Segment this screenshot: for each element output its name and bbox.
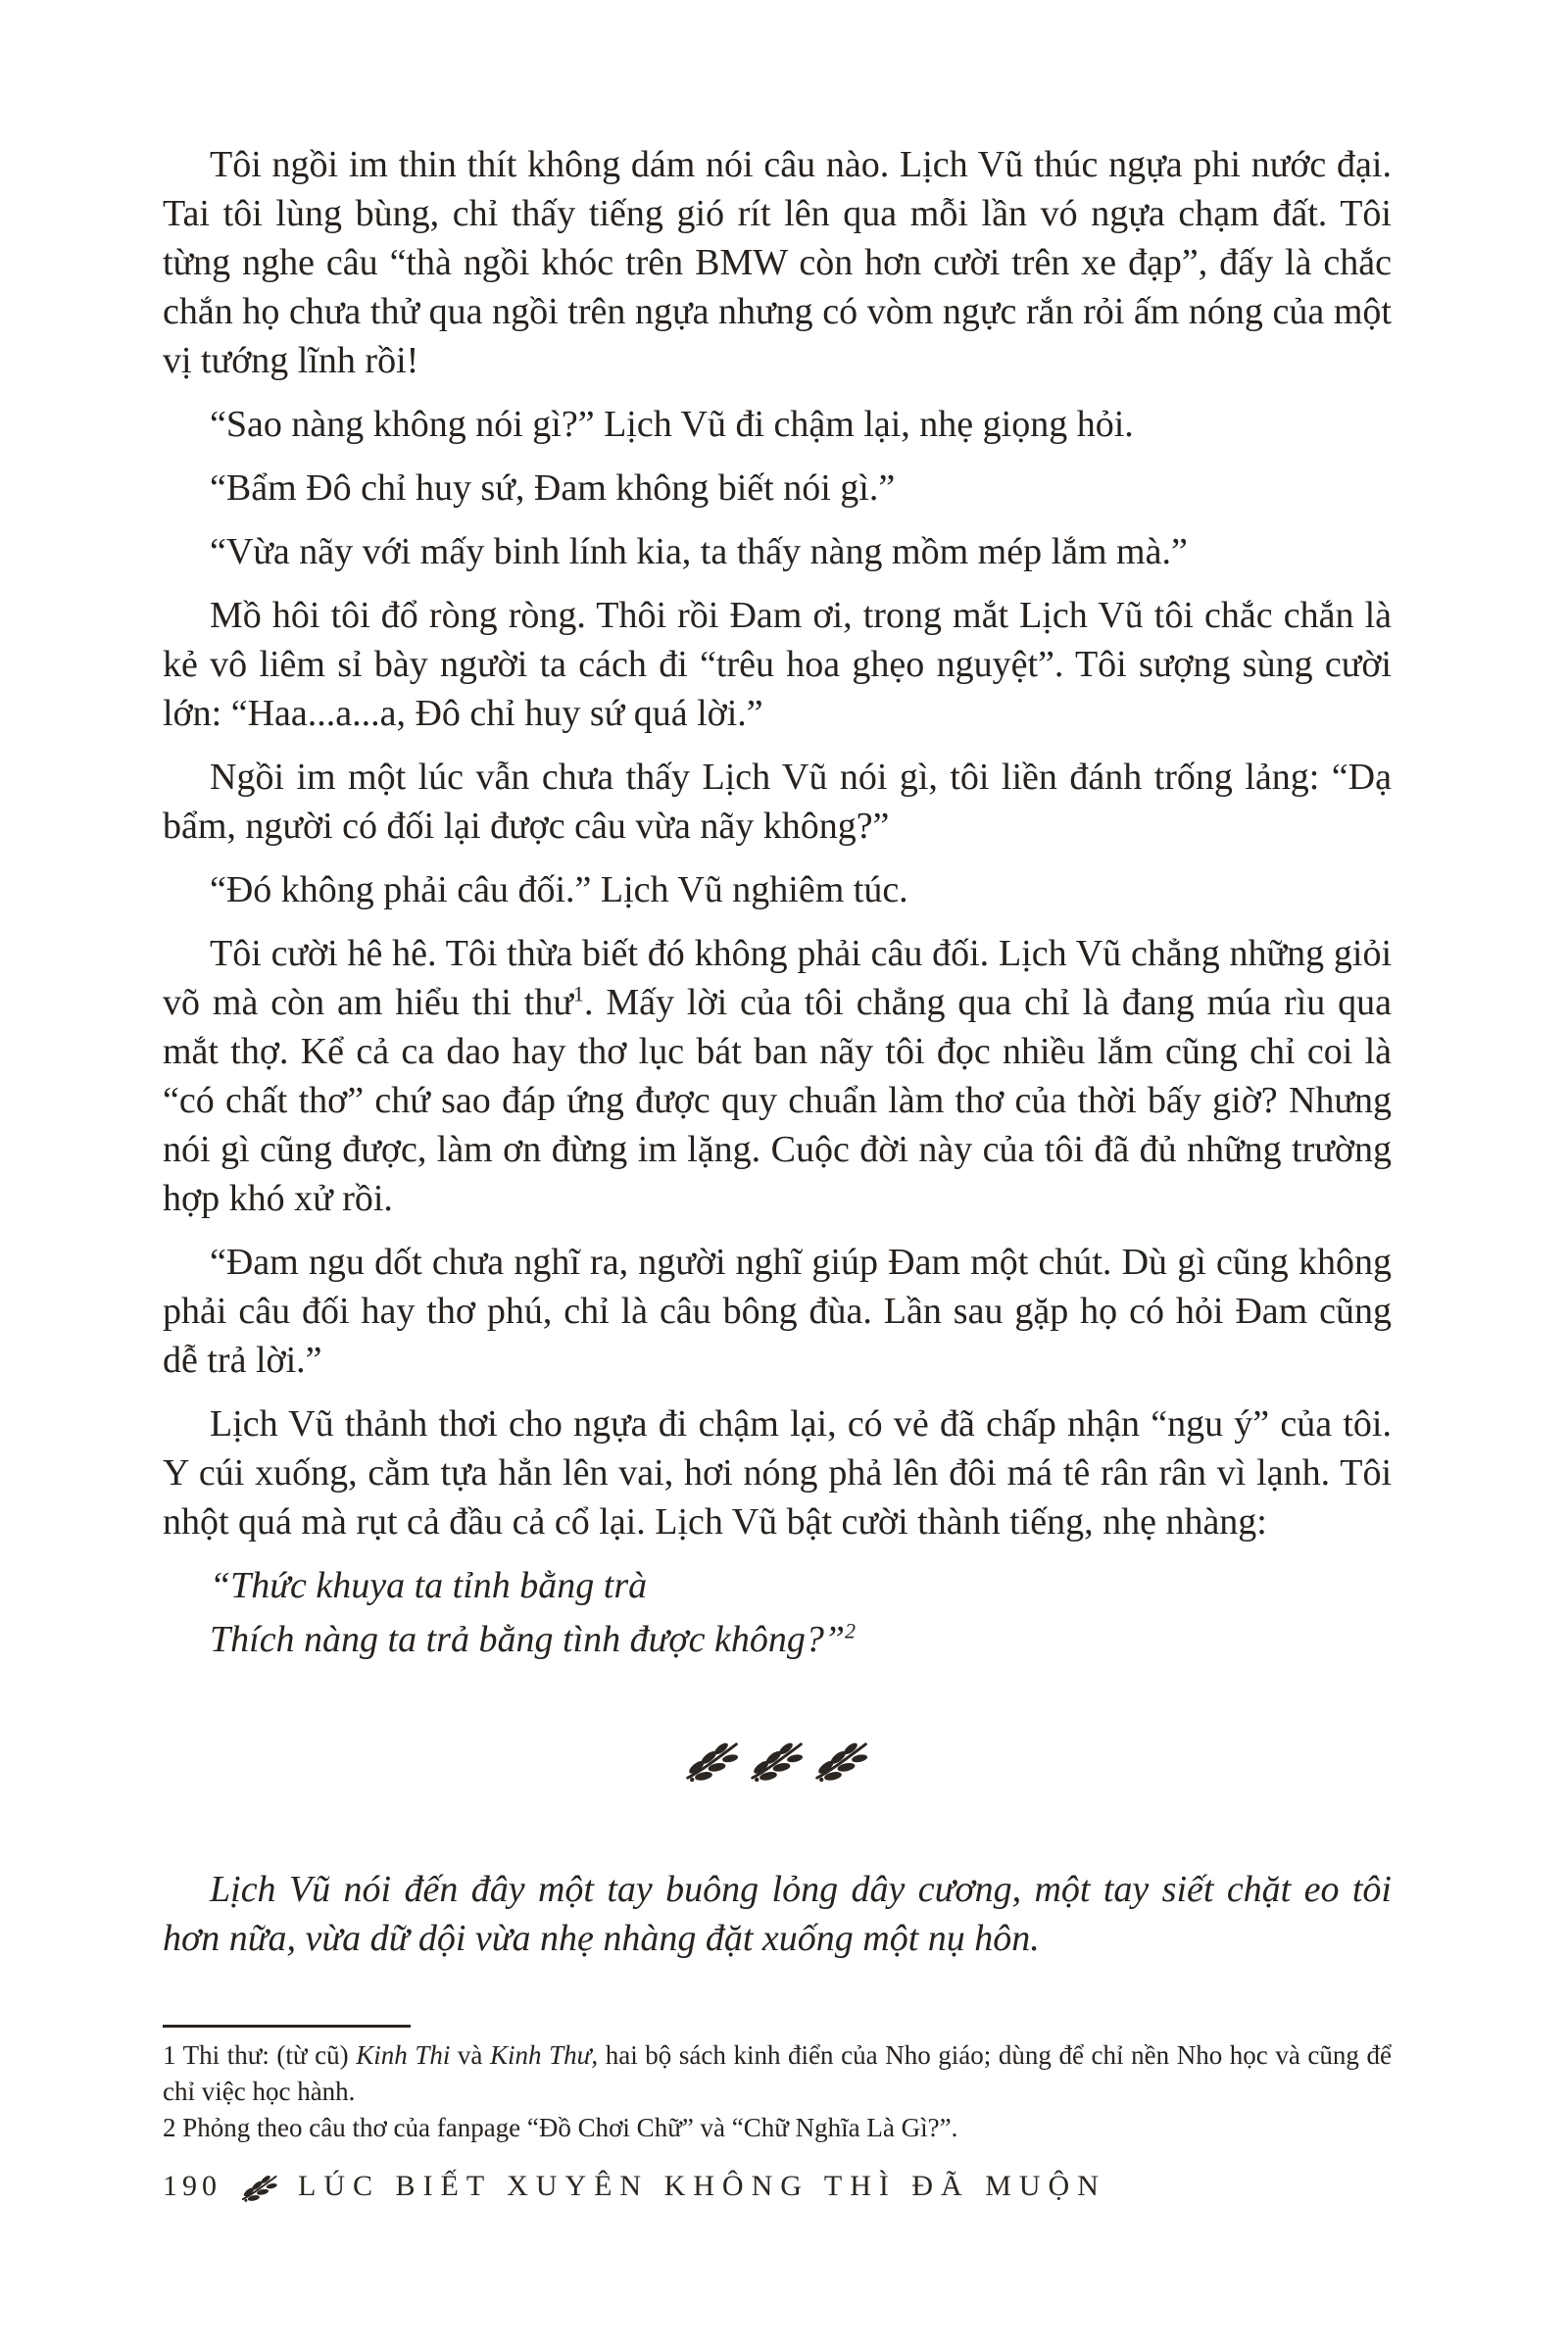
text-segment: Ngồi im một lúc vẫn chưa thấy Lịch Vũ nói gì, tôi liền đánh trống lảng: “Dạ bẩm, người có đối lại được câu vừa nãy không?”: [163, 757, 1392, 847]
footnote-separator: [163, 2025, 411, 2028]
verse-line: [163, 1561, 1392, 1610]
text-segment: “Đam ngu dốt chưa nghĩ ra, người nghĩ giúp Đam một chút. Dù gì cũng không phải câu đối hay thơ phú, chỉ là câu bông đùa. Lần sau gặp họ có hỏi Đam cũng dễ trả lời.”: [163, 1242, 1392, 1381]
paragraph: [163, 865, 1392, 914]
text-segment: hai bộ sách kinh điển của Nho giáo; dùng để chỉ nền Nho học và cũng để chỉ việc học hành.: [163, 2040, 1392, 2106]
closing-paragraph: [163, 1865, 1392, 1963]
text-segment: Thích nàng ta trả bằng tình được không?”: [210, 1619, 845, 1660]
paragraph: [163, 591, 1392, 738]
text-segment: 1 Thi thư: (từ cũ): [163, 2040, 357, 2070]
footnotes-section: [163, 2025, 1392, 2146]
paragraph: [163, 1238, 1392, 1385]
paragraph: [163, 400, 1392, 449]
text-segment: 2 Phỏng theo câu thơ của fanpage “Đồ Chơi Chữ” và “Chữ Nghĩa Là Gì?”.: [163, 2113, 958, 2142]
footnote: [163, 2110, 1392, 2146]
verse-line: [163, 1615, 1392, 1664]
page-footer: [163, 2169, 1106, 2204]
paragraph: [163, 140, 1392, 385]
text-segment: Tôi cười hê hê. Tôi thừa biết đó không phải câu đối. Lịch Vũ chẳng những giỏi võ mà còn am hiểu thi thư: [163, 933, 1392, 1023]
paragraph: [163, 753, 1392, 851]
text-segment: Mồ hôi tôi đổ ròng ròng. Thôi rồi Đam ơi, trong mắt Lịch Vũ tôi chắc chắn là kẻ vô liêm sỉ bày người ta cách đi “trêu hoa ghẹo nguyệt”. Tôi sượng sùng cười lớn: “Haa...a...a, Đô chỉ huy sứ quá lời.”: [163, 595, 1392, 734]
text-segment: và: [450, 2040, 491, 2070]
text-segment: “Đó không phải câu đối.” Lịch Vũ nghiêm túc.: [210, 869, 908, 910]
footer-leaf-sprig-icon: [241, 2173, 278, 2203]
text-segment: Tôi ngồi im thin thít không dám nói câu nào. Lịch Vũ thúc ngựa phi nước đại. Tai tôi lùng bùng, chỉ thấy tiếng gió rít lên qua mỗi lần vó ngựa chạm đất. Tôi từng nghe câu “thà ngồi khóc trên BMW còn hơn cười trên xe đạp”, đấy là chắc chắn họ chưa thử qua ngồi trên ngựa nhưng có vòm ngực rắn rỏi ấm nóng của một vị tướng lĩnh rồi!: [163, 144, 1392, 381]
text-segment: . Mấy lời của tôi chẳng qua chỉ là đang múa rìu qua mắt thợ. Kể cả ca dao hay thơ lục bát ban nãy tôi đọc nhiều lắm cũng chỉ coi là “có chất thơ” chứ sao đáp ứng được quy chuẩn làm thơ của thời bấy giờ? Nhưng nói gì cũng được, làm ơn đừng im lặng. Cuộc đời này của tôi đã đủ những trường hợp khó xử rồi.: [163, 982, 1392, 1219]
paragraph: [163, 464, 1392, 513]
book-title: LÚC BIẾT XUYÊN KHÔNG THÌ ĐÃ MUỘN: [298, 2170, 1106, 2202]
leaf-sprig-icon: [814, 1739, 869, 1784]
text-segment: Lịch Vũ thảnh thơi cho ngựa đi chậm lại, có vẻ đã chấp nhận “ngu ý” của tôi. Y cúi xuống, cằm tựa hẳn lên vai, hơi nóng phả lên đôi má tê rân rân vì lạnh. Tôi nhột quá mà rụt cả đầu cả cổ lại. Lịch Vũ bật cười thành tiếng, nhẹ nhàng:: [163, 1403, 1392, 1543]
leaf-sprig-icon: [685, 1739, 740, 1784]
footnote-marker: 2: [844, 1618, 856, 1643]
footnote: [163, 2037, 1392, 2110]
text-segment: Kinh Thi: [356, 2040, 451, 2070]
leaf-sprig-icon: [750, 1739, 805, 1784]
page-number: 190: [163, 2170, 221, 2202]
body-text: [163, 140, 1392, 1963]
paragraph: [163, 527, 1392, 576]
text-segment: Lịch Vũ nói đến đây một tay buông lỏng dây cương, một tay siết chặt eo tôi hơn nữa, vừa dữ dội vừa nhẹ nhàng đặt xuống một nụ hôn.: [163, 1869, 1392, 1959]
footnote-marker: 1: [572, 981, 584, 1006]
text-segment: “Vừa nãy với mấy binh lính kia, ta thấy nàng mồm mép lắm mà.”: [210, 531, 1188, 572]
text-segment: Kinh Thư,: [490, 2040, 599, 2070]
text-segment: “Sao nàng không nói gì?” Lịch Vũ đi chậm lại, nhẹ giọng hỏi.: [210, 404, 1134, 445]
text-segment: “Bẩm Đô chỉ huy sứ, Đam không biết nói gì.”: [210, 467, 896, 509]
divider-ornament: [679, 1738, 875, 1785]
paragraph: [163, 929, 1392, 1223]
text-segment: “Thức khuya ta tỉnh bằng trà: [210, 1565, 648, 1606]
paragraph: [163, 1399, 1392, 1546]
